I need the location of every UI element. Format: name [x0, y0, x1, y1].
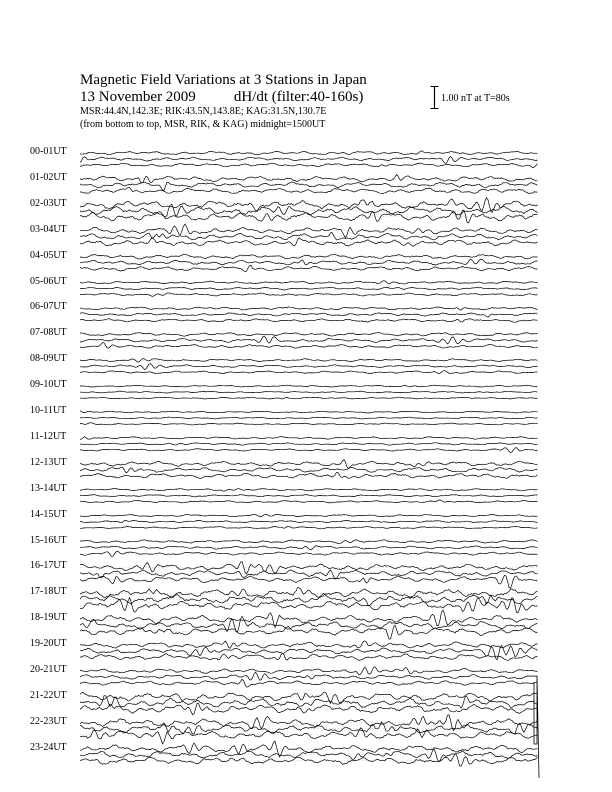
hour-label: 03-04UT	[30, 223, 67, 235]
trace-rik-20-21UT	[80, 672, 538, 680]
trace-rik-09-10UT	[80, 391, 538, 393]
trace-rik-21-22UT	[80, 696, 538, 708]
hour-label: 04-05UT	[30, 249, 67, 261]
trace-rik-22-23UT	[80, 722, 538, 734]
scale-label: 1.00 nT at T=80s	[441, 93, 510, 104]
trace-msr-22-23UT	[80, 728, 538, 744]
trace-msr-10-11UT	[80, 423, 538, 425]
stations-label: MSR:44.4N,142.3E; RIK:43.5N,143.8E; KAG:31.5N,130.7E	[80, 106, 327, 117]
trace-kag-06-07UT	[80, 307, 538, 310]
trace-msr-19-20UT	[80, 653, 538, 660]
trace-kag-14-15UT	[80, 514, 538, 517]
trace-msr-00-01UT	[80, 163, 538, 168]
trace-kag-07-08UT	[80, 333, 538, 337]
hour-label: 07-08UT	[30, 327, 67, 339]
trace-msr-13-14UT	[80, 500, 538, 503]
hour-label: 16-17UT	[30, 560, 67, 572]
hour-label: 18-19UT	[30, 612, 67, 624]
trace-kag-10-11UT	[80, 411, 538, 413]
trace-rik-15-16UT	[80, 546, 538, 550]
trace-kag-21-22UT	[80, 692, 538, 703]
trace-msr-15-16UT	[80, 551, 538, 556]
trace-rik-01-02UT	[80, 182, 538, 191]
trace-rik-14-15UT	[80, 520, 538, 522]
trace-kag-19-20UT	[80, 641, 538, 648]
trace-rik-08-09UT	[80, 364, 538, 370]
hour-label: 11-12UT	[30, 430, 67, 442]
hour-label: 08-09UT	[30, 353, 67, 365]
hour-label: 22-23UT	[30, 715, 67, 727]
hour-label: 05-06UT	[30, 275, 67, 287]
hour-label: 17-18UT	[30, 586, 67, 598]
trace-rik-04-05UT	[80, 259, 538, 265]
hour-label: 01-02UT	[30, 171, 67, 183]
trace-msr-20-21UT	[80, 679, 538, 687]
trace-rik-00-01UT	[80, 157, 538, 164]
quantity-label: dH/dt (filter:40-160s)	[233, 89, 364, 105]
trace-rik-03-04UT	[80, 232, 538, 240]
hour-label: 15-16UT	[30, 534, 67, 546]
hour-label: 14-15UT	[30, 508, 67, 520]
trace-msr-03-04UT	[80, 238, 538, 247]
trace-rik-18-19UT	[80, 616, 538, 632]
trace-msr-01-02UT	[80, 187, 538, 194]
hour-label: 23-24UT	[30, 741, 67, 753]
hour-label: 00-01UT	[30, 146, 67, 157]
hour-label: 02-03UT	[30, 197, 67, 209]
trace-rik-17-18UT	[80, 595, 538, 606]
hour-label: 13-14UT	[30, 482, 67, 494]
date-label: 13 November 2009	[80, 89, 196, 105]
trace-msr-04-05UT	[80, 265, 538, 271]
trace-kag-00-01UT	[80, 151, 538, 155]
trace-msr-16-17UT	[80, 575, 538, 588]
trace-msr-14-15UT	[80, 526, 538, 529]
hour-label: 21-22UT	[30, 689, 67, 701]
trace-kag-17-18UT	[80, 588, 538, 598]
hour-label: 12-13UT	[30, 456, 67, 468]
hour-label: 10-11UT	[30, 405, 67, 416]
trace-rik-06-07UT	[80, 313, 538, 317]
hour-label: 20-21UT	[30, 664, 67, 675]
trace-rik-16-17UT	[80, 570, 538, 579]
trace-kag-15-16UT	[80, 540, 538, 544]
trace-msr-02-03UT	[80, 210, 538, 223]
trace-msr-07-08UT	[80, 343, 538, 349]
trace-kag-09-10UT	[80, 385, 538, 387]
hour-label: 06-07UT	[30, 301, 67, 313]
trace-msr-18-19UT	[80, 625, 538, 639]
trace-msr-06-07UT	[80, 319, 538, 323]
trace-rik-19-20UT	[80, 646, 538, 660]
chart-title: Magnetic Field Variations at 3 Stations in Japan	[80, 72, 367, 88]
hour-label: 09-10UT	[30, 379, 67, 391]
order-note: (from bottom to top, MSR, RIK, & KAG) midnight=1500UT	[80, 119, 326, 130]
hour-label: 19-20UT	[30, 638, 67, 650]
